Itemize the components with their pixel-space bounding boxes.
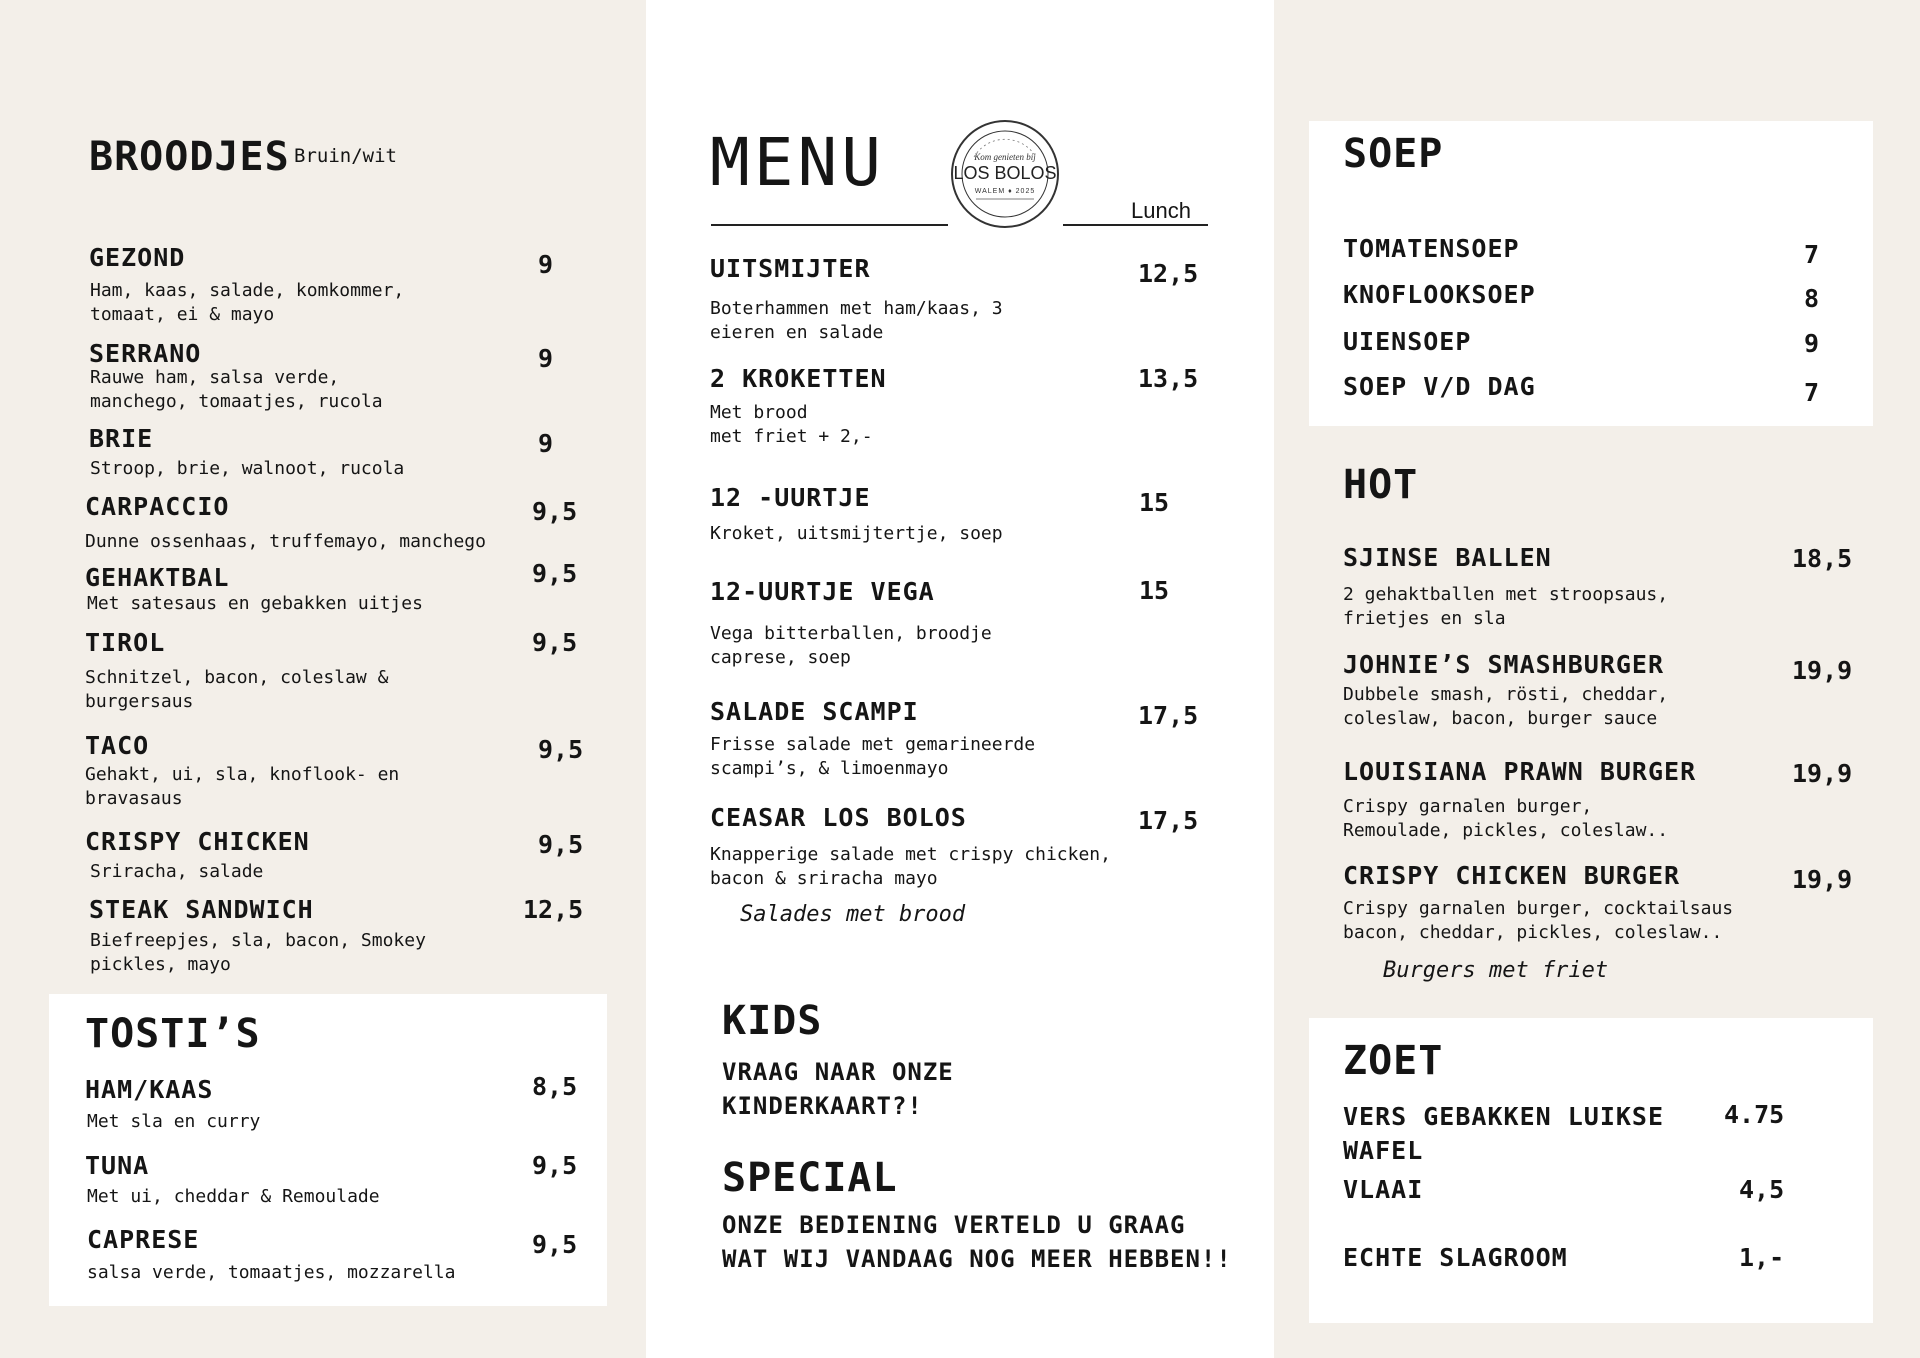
special-title: SPECIAL <box>722 1155 898 1201</box>
item-price: 17,5 <box>1138 701 1199 730</box>
item-price: 19,9 <box>1792 656 1853 685</box>
logo-name: LOS BOLOS <box>953 163 1057 183</box>
broodjes-subtitle: Bruin/wit <box>294 145 397 167</box>
item-desc: Met satesaus en gebakken uitjes <box>87 593 423 614</box>
item-price: 9,5 <box>538 735 584 764</box>
item-name: 12-UURTJE VEGA <box>710 577 935 606</box>
item-price: 9,5 <box>532 1151 578 1180</box>
item-desc: Met ui, cheddar & Remoulade <box>87 1186 380 1207</box>
item-desc: Met sla en curry <box>87 1111 261 1132</box>
logo-ornament-icon: ♦ <box>1008 188 1016 195</box>
item-price: 15 <box>1139 488 1170 517</box>
item-price: 15 <box>1139 576 1170 605</box>
item-price: 4.75 <box>1724 1100 1785 1129</box>
item-name: SALADE SCAMPI <box>710 697 919 726</box>
item-name: LOUISIANA PRAWN BURGER <box>1343 757 1697 786</box>
item-desc: Biefreepjes, sla, bacon, Smokey pickles, mayo <box>90 930 426 975</box>
item-price: 4,5 <box>1739 1175 1785 1204</box>
item-price: 18,5 <box>1792 544 1853 573</box>
item-desc: Sriracha, salade <box>90 861 264 882</box>
item-desc: 2 gehaktballen met stroopsaus, frietjes en sla <box>1343 584 1669 629</box>
special-text: ONZE BEDIENING VERTELD U GRAAG WAT WIJ VANDAAG NOG MEER HEBBEN!! <box>722 1211 1232 1273</box>
item-desc: Met brood met friet + 2,- <box>710 402 873 447</box>
item-price: 1,- <box>1739 1243 1785 1272</box>
item-name: JOHNIE’S SMASHBURGER <box>1343 650 1665 679</box>
tostis-title: TOSTI’S <box>85 1011 261 1057</box>
item-price: 7 <box>1804 378 1820 407</box>
item-price: 7 <box>1804 240 1820 269</box>
item-name: ECHTE SLAGROOM <box>1343 1243 1568 1272</box>
item-name: GEHAKTBAL <box>85 563 230 592</box>
item-name: UITSMIJTER <box>710 254 871 283</box>
hot-title: HOT <box>1343 462 1419 508</box>
item-name: KNOFLOOKSOEP <box>1343 280 1536 309</box>
item-name: TACO <box>85 731 150 760</box>
item-desc: Stroop, brie, walnoot, rucola <box>90 458 405 479</box>
item-name: GEZOND <box>89 243 186 272</box>
los-bolos-logo <box>950 119 1060 229</box>
item-name: TOMATENSOEP <box>1343 234 1520 263</box>
item-price: 9,5 <box>532 497 578 526</box>
item-name: HAM/KAAS <box>85 1075 214 1104</box>
item-desc: Knapperige salade met crispy chicken, bacon & sriracha mayo <box>710 844 1111 889</box>
item-price: 19,9 <box>1792 865 1853 894</box>
logo-town: WALEM <box>974 188 1006 195</box>
item-name: SERRANO <box>89 339 202 368</box>
item-name: UIENSOEP <box>1343 327 1472 356</box>
item-price: 8,5 <box>532 1072 578 1101</box>
item-price: 19,9 <box>1792 759 1853 788</box>
logo-year: 2025 <box>1015 188 1036 195</box>
item-name: CEASAR LOS BOLOS <box>710 803 967 832</box>
salades-note: Salades met brood <box>740 902 966 927</box>
item-name: CRISPY CHICKEN BURGER <box>1343 861 1681 890</box>
item-name: STEAK SANDWICH <box>89 895 314 924</box>
item-price: 9,5 <box>532 1230 578 1259</box>
item-price: 9,5 <box>532 559 578 588</box>
item-desc: Dunne ossenhaas, truffemayo, manchego <box>85 531 486 552</box>
item-desc: Gehakt, ui, sla, knoflook- en bravasaus <box>85 764 400 809</box>
header-rule-right <box>1063 224 1208 226</box>
item-price: 9 <box>1804 329 1820 358</box>
item-price: 17,5 <box>1138 806 1199 835</box>
menu-title: MENU <box>710 124 885 201</box>
item-name: 12 -UURTJE <box>710 483 871 512</box>
item-desc: Schnitzel, bacon, coleslaw & burgersaus <box>85 667 389 712</box>
item-desc: Boterhammen met ham/kaas, 3 eieren en salade <box>710 298 1003 343</box>
kids-text: VRAAG NAAR ONZE KINDERKAART?! <box>722 1058 954 1120</box>
item-desc: Kroket, uitsmijtertje, soep <box>710 523 1003 544</box>
item-desc: Vega bitterballen, broodje caprese, soep <box>710 623 992 668</box>
item-desc: Dubbele smash, rösti, cheddar, coleslaw, bacon, burger sauce <box>1343 684 1669 729</box>
item-desc: Frisse salade met gemarineerde scampi’s, & limoenmayo <box>710 734 1036 779</box>
item-name: CAPRESE <box>87 1225 200 1254</box>
header-rule-left <box>711 224 948 226</box>
soep-title: SOEP <box>1343 131 1444 177</box>
item-price: 13,5 <box>1138 364 1199 393</box>
burgers-note: Burgers met friet <box>1383 958 1609 983</box>
item-price: 9 <box>538 429 554 458</box>
menu-subtitle: Lunch <box>1131 198 1191 223</box>
item-name: CARPACCIO <box>85 492 230 521</box>
item-name: 2 KROKETTEN <box>710 364 887 393</box>
kids-title: KIDS <box>722 998 823 1044</box>
logo-script: Kom genieten bij <box>974 152 1036 162</box>
item-desc: Crispy garnalen burger, cocktailsaus bacon, cheddar, pickles, coleslaw.. <box>1343 898 1734 943</box>
zoet-title: ZOET <box>1343 1038 1444 1084</box>
item-name: TIROL <box>85 628 166 657</box>
item-name: VERS GEBAKKEN LUIKSE WAFEL <box>1343 1102 1665 1165</box>
item-desc: Rauwe ham, salsa verde, manchego, tomaatjes, rucola <box>90 367 383 412</box>
item-name: BRIE <box>89 424 154 453</box>
item-desc: Crispy garnalen burger, Remoulade, pickles, coleslaw.. <box>1343 796 1669 841</box>
item-price: 9 <box>538 344 554 373</box>
item-price: 9,5 <box>538 830 584 859</box>
logo-small <box>950 188 1060 195</box>
item-desc: Ham, kaas, salade, komkommer, tomaat, ei & mayo <box>90 280 405 325</box>
item-price: 9 <box>538 250 554 279</box>
item-name: SJINSE BALLEN <box>1343 543 1552 572</box>
item-name: CRISPY CHICKEN <box>85 827 310 856</box>
item-price: 12,5 <box>523 895 584 924</box>
item-name: TUNA <box>85 1151 150 1180</box>
item-name: VLAAI <box>1343 1175 1424 1204</box>
item-price: 8 <box>1804 284 1820 313</box>
item-price: 12,5 <box>1138 259 1199 288</box>
item-desc: salsa verde, tomaatjes, mozzarella <box>87 1262 456 1283</box>
item-price: 9,5 <box>532 628 578 657</box>
broodjes-title: BROODJES <box>89 134 290 180</box>
item-name: SOEP V/D DAG <box>1343 372 1536 401</box>
